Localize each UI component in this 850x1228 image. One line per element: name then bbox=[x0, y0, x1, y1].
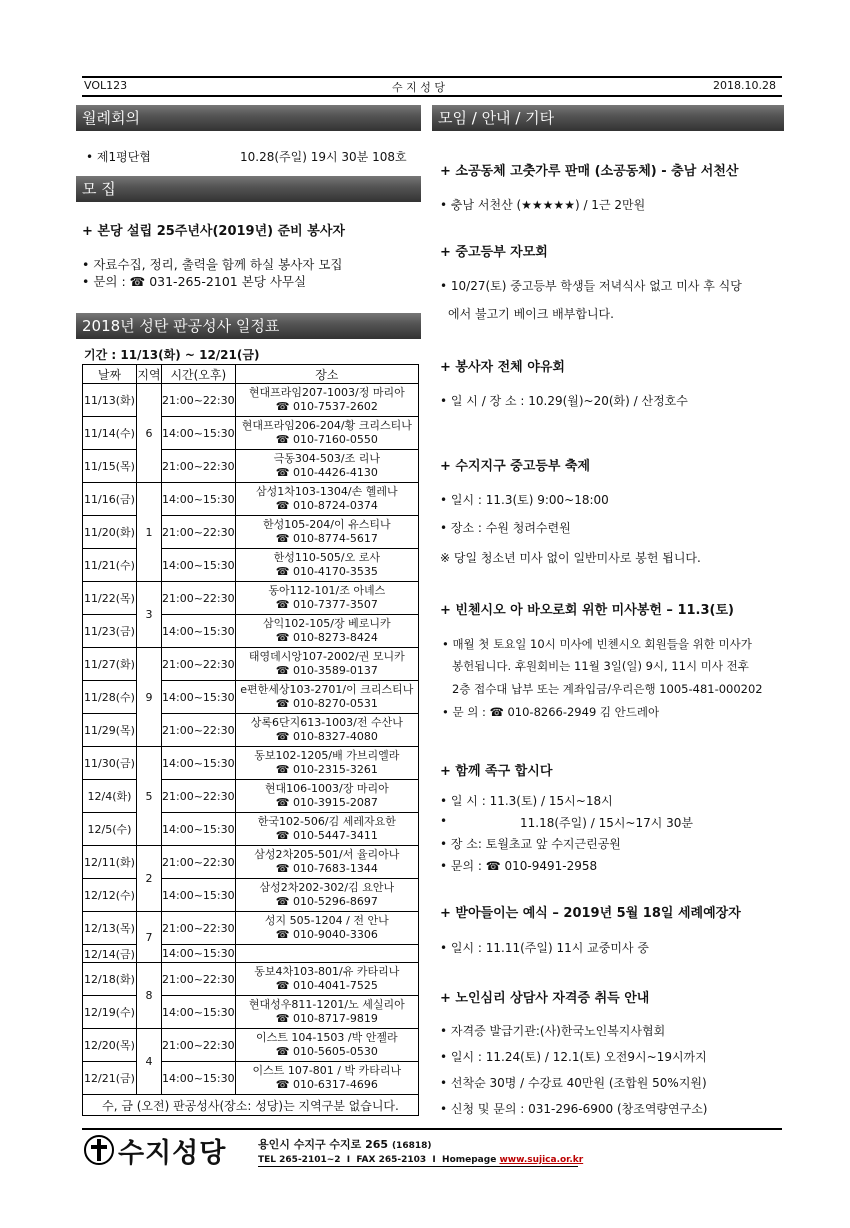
schedule-region: 1 bbox=[137, 483, 162, 582]
schedule-row bbox=[83, 615, 419, 648]
schedule-place bbox=[235, 582, 418, 615]
schedule-time: 21:00~22:30 bbox=[162, 582, 236, 615]
notice-6-line-1: • 일 시 : 11.3(토) / 15시~18시 bbox=[440, 794, 613, 808]
notice-4-line-1: • 일시 : 11.3(토) 9:00~18:00 bbox=[440, 493, 609, 507]
newsletter-title: 수 지 성 당 bbox=[392, 81, 445, 94]
recruit-line-1: • 자료수집, 정리, 출력을 함께 하실 봉사자 모집 bbox=[82, 257, 343, 272]
place-phone: ☎ 010-4041-7525 bbox=[275, 979, 378, 992]
schedule-date: 11/20(화) bbox=[83, 516, 137, 549]
schedule-row bbox=[83, 1029, 419, 1062]
church-logo bbox=[82, 1134, 116, 1169]
schedule-date: 11/23(금) bbox=[83, 615, 137, 648]
notice-8-line-1: • 자격증 발급기관:(사)한국노인복지사협회 bbox=[440, 1024, 666, 1038]
section-monthly-meeting: 월례회의 bbox=[76, 105, 421, 131]
schedule-region: 7 bbox=[137, 912, 162, 963]
place-phone: ☎ 010-5605-0530 bbox=[275, 1045, 378, 1058]
schedule-date: 12/14(금) bbox=[83, 945, 137, 963]
notice-4-line-3: ※ 당일 청소년 미사 없이 일반미사로 봉헌 됩니다. bbox=[440, 551, 701, 565]
place-phone: ☎ 010-5296-8697 bbox=[275, 895, 378, 908]
place-text: 한성105-204/이 유스티나 bbox=[263, 518, 391, 531]
notice-5-line-3: 2층 접수대 납부 또는 계좌입금/우리은행 1005-481-000202 bbox=[452, 682, 763, 696]
schedule-period: 기간 : 11/13(화) ~ 12/21(금) bbox=[84, 348, 260, 362]
schedule-time: 21:00~22:30 bbox=[162, 714, 236, 747]
place-text: 한국102-506/김 세레자요한 bbox=[257, 815, 396, 828]
zip-code: (16818) bbox=[391, 1141, 432, 1151]
schedule-row bbox=[83, 450, 419, 483]
schedule-date: 12/18(화) bbox=[83, 963, 137, 996]
place-phone: ☎ 010-7160-0550 bbox=[275, 433, 378, 446]
schedule-place bbox=[235, 813, 418, 846]
notice-8-heading: + 노인심리 상담사 자격증 취득 안내 bbox=[440, 991, 650, 1006]
schedule-date: 12/4(화) bbox=[83, 780, 137, 813]
section-recruit: 모 집 bbox=[76, 176, 421, 202]
place-text: 태영데시앙107-2002/권 모니카 bbox=[248, 650, 405, 663]
schedule-region: 6 bbox=[137, 384, 162, 483]
schedule-row bbox=[83, 1062, 419, 1095]
notice-8-line-3: • 선착순 30명 / 수강료 40만원 (조합원 50%지원) bbox=[440, 1076, 707, 1090]
place-text: 상록6단지613-1003/전 수산나 bbox=[250, 716, 403, 729]
notice-7-line-1: • 일시 : 11.11(주일) 11시 교중미사 중 bbox=[440, 941, 649, 955]
schedule-time: 14:00~15:30 bbox=[162, 417, 236, 450]
schedule-row bbox=[83, 846, 419, 879]
place-phone: ☎ 010-8774-5617 bbox=[275, 532, 378, 545]
schedule-time: 14:00~15:30 bbox=[162, 615, 236, 648]
col-place: 장소 bbox=[235, 365, 418, 384]
schedule-row bbox=[83, 582, 419, 615]
schedule-date: 11/13(화) bbox=[83, 384, 137, 417]
col-region: 지역 bbox=[137, 365, 162, 384]
schedule-date: 11/16(금) bbox=[83, 483, 137, 516]
footer-rule-top bbox=[82, 1128, 782, 1130]
place-text: 이스트 107-801 / 박 카타리나 bbox=[252, 1064, 402, 1077]
notice-2-line-1: • 10/27(토) 중고등부 학생들 저녁식사 없고 미사 후 식당 bbox=[440, 279, 742, 293]
schedule-time: 14:00~15:30 bbox=[162, 996, 236, 1029]
place-phone: ☎ 010-2315-3261 bbox=[275, 763, 378, 776]
schedule-date: 11/30(금) bbox=[83, 747, 137, 780]
schedule-region: 3 bbox=[137, 582, 162, 648]
schedule-date: 12/13(목) bbox=[83, 912, 137, 945]
schedule-place bbox=[235, 1062, 418, 1095]
schedule-date: 11/27(화) bbox=[83, 648, 137, 681]
schedule-region: 9 bbox=[137, 648, 162, 747]
place-text: 한성110-505/오 로사 bbox=[273, 551, 380, 564]
schedule-row bbox=[83, 780, 419, 813]
notice-5-line-2: 봉헌됩니다. 후원회비는 11월 3일(일) 9시, 11시 미사 전후 bbox=[452, 659, 749, 673]
schedule-place bbox=[235, 879, 418, 912]
place-phone: ☎ 010-7537-2602 bbox=[275, 400, 378, 413]
schedule-row bbox=[83, 747, 419, 780]
schedule-place bbox=[235, 846, 418, 879]
schedule-date: 11/29(목) bbox=[83, 714, 137, 747]
schedule-place bbox=[235, 714, 418, 747]
notice-5-line-1: • 매월 첫 토요일 10시 미사에 빈첸시오 회원들을 위한 미사가 bbox=[442, 637, 752, 651]
place-text: 이스트 104-1503 /박 안젤라 bbox=[256, 1031, 398, 1044]
schedule-time: 21:00~22:30 bbox=[162, 963, 236, 996]
schedule-region: 8 bbox=[137, 963, 162, 1029]
schedule-date: 12/12(수) bbox=[83, 879, 137, 912]
schedule-time: 14:00~15:30 bbox=[162, 681, 236, 714]
place-phone: ☎ 010-7377-3507 bbox=[275, 598, 378, 611]
notice-6-line-4: • 문의 : ☎ 010-9491-2958 bbox=[440, 859, 598, 873]
schedule-place bbox=[235, 780, 418, 813]
schedule-row bbox=[83, 912, 419, 945]
schedule-table bbox=[82, 364, 419, 1116]
place-phone: ☎ 010-8270-0531 bbox=[275, 697, 378, 710]
schedule-date: 12/21(금) bbox=[83, 1062, 137, 1095]
schedule-place bbox=[235, 648, 418, 681]
notice-3-line-1: • 일 시 / 장 소 : 10.29(월)~20(화) / 산정호수 bbox=[440, 394, 688, 408]
monthly-item-value: 10.28(주일) 19시 30분 108호 bbox=[240, 150, 407, 164]
schedule-row bbox=[83, 516, 419, 549]
schedule-row bbox=[83, 813, 419, 846]
schedule-region: 4 bbox=[137, 1029, 162, 1095]
schedule-time: 14:00~15:30 bbox=[162, 813, 236, 846]
col-date: 날짜 bbox=[83, 365, 137, 384]
notice-7-heading: + 받아들이는 예식 – 2019년 5월 18일 세례예장자 bbox=[440, 906, 741, 921]
place-text: 동보4차103-801/유 카타리나 bbox=[254, 965, 400, 978]
schedule-date: 12/11(화) bbox=[83, 846, 137, 879]
place-phone: ☎ 010-4170-3535 bbox=[275, 565, 378, 578]
schedule-date: 11/15(목) bbox=[83, 450, 137, 483]
schedule-row bbox=[83, 384, 419, 417]
place-text: 삼성2차202-302/김 요안나 bbox=[259, 881, 395, 894]
place-phone: ☎ 010-3915-2087 bbox=[275, 796, 378, 809]
place-text: 현대106-1003/장 마리아 bbox=[264, 782, 389, 795]
place-text: 현대프라임207-1003/정 마리아 bbox=[248, 386, 405, 399]
notice-4-heading: + 수지지구 중고등부 축제 bbox=[440, 459, 591, 474]
notice-1-line-1: • 충남 서천산 (★★★★★) / 1근 2만원 bbox=[440, 198, 646, 212]
notice-6-heading: + 함께 족구 합시다 bbox=[440, 764, 553, 779]
notice-4-line-2: • 장소 : 수원 청려수련원 bbox=[440, 521, 571, 535]
schedule-row bbox=[83, 648, 419, 681]
footer-contact: TEL 265-2101~2 I FAX 265-2103 I Homepage www.sujica.or.kr bbox=[258, 1155, 584, 1165]
schedule-row bbox=[83, 549, 419, 582]
schedule-place bbox=[235, 747, 418, 780]
schedule-row bbox=[83, 963, 419, 996]
notice-5-heading: + 빈첸시오 아 바오로회 위한 미사봉헌 – 11.3(토) bbox=[440, 603, 734, 618]
schedule-time: 14:00~15:30 bbox=[162, 945, 236, 963]
monthly-item-label: • 제1평단협 bbox=[86, 150, 151, 164]
col-time: 시간(오후) bbox=[162, 365, 236, 384]
place-text: 극동304-503/조 리나 bbox=[273, 452, 380, 465]
place-phone: ☎ 010-8327-4080 bbox=[275, 730, 378, 743]
schedule-date: 12/19(수) bbox=[83, 996, 137, 1029]
schedule-date: 11/28(수) bbox=[83, 681, 137, 714]
schedule-region: 2 bbox=[137, 846, 162, 912]
schedule-place bbox=[235, 384, 418, 417]
volume-number: VOL123 bbox=[84, 79, 128, 92]
schedule-time: 21:00~22:30 bbox=[162, 450, 236, 483]
place-phone: ☎ 010-3589-0137 bbox=[275, 664, 378, 677]
schedule-place bbox=[235, 483, 418, 516]
place-phone: ☎ 010-4426-4130 bbox=[275, 466, 378, 479]
schedule-place bbox=[235, 963, 418, 996]
schedule-region: 5 bbox=[137, 747, 162, 846]
place-phone: ☎ 010-7683-1344 bbox=[275, 862, 378, 875]
logo-text: 수지성당 bbox=[118, 1138, 227, 1169]
schedule-date: 12/20(목) bbox=[83, 1029, 137, 1062]
schedule-time: 21:00~22:30 bbox=[162, 648, 236, 681]
section-schedule: 2018년 성탄 판공성사 일정표 bbox=[76, 313, 421, 339]
schedule-row bbox=[83, 714, 419, 747]
place-text: 현대성우811-1201/노 세실리아 bbox=[248, 998, 405, 1011]
tel-number: TEL 265-2101~2 bbox=[258, 1155, 341, 1165]
schedule-time: 14:00~15:30 bbox=[162, 483, 236, 516]
schedule-time: 21:00~22:30 bbox=[162, 912, 236, 945]
place-text: 동보102-1205/배 가브리엘라 bbox=[254, 749, 400, 762]
schedule-date: 11/14(수) bbox=[83, 417, 137, 450]
place-text: 삼성2차205-501/서 율리아나 bbox=[254, 848, 400, 861]
schedule-time: 21:00~22:30 bbox=[162, 516, 236, 549]
notice-8-line-2: • 일시 : 11.24(토) / 12.1(토) 오전9시~19시까지 bbox=[440, 1050, 707, 1064]
place-text: 성지 505-1204 / 전 안나 bbox=[264, 914, 389, 927]
place-text: 현대프라임206-204/황 크리스티나 bbox=[241, 419, 412, 432]
schedule-row bbox=[83, 945, 419, 963]
schedule-place bbox=[235, 450, 418, 483]
schedule-row bbox=[83, 879, 419, 912]
place-text: 동아112-101/조 아녜스 bbox=[268, 584, 386, 597]
place-phone: ☎ 010-8273-8424 bbox=[275, 631, 378, 644]
schedule-time: 21:00~22:30 bbox=[162, 846, 236, 879]
notice-1-heading: + 소공동체 고춧가루 판매 (소공동체) - 충남 서천산 bbox=[440, 164, 739, 179]
notice-6-line-2: 11.18(주일) / 15시~17시 30분 bbox=[520, 816, 694, 830]
newsletter-header bbox=[82, 76, 782, 97]
schedule-date: 11/21(수) bbox=[83, 549, 137, 582]
cross-logo-icon bbox=[82, 1134, 116, 1166]
schedule-time: 21:00~22:30 bbox=[162, 780, 236, 813]
schedule-footnote: 수, 금 (오전) 판공성사(장소: 성당)는 지역구분 없습니다. bbox=[83, 1095, 419, 1116]
homepage-link[interactable]: www.sujica.or.kr bbox=[499, 1155, 584, 1165]
notice-2-heading: + 중고등부 자모회 bbox=[440, 245, 548, 260]
schedule-time: 21:00~22:30 bbox=[162, 384, 236, 417]
schedule-time: 14:00~15:30 bbox=[162, 1062, 236, 1095]
schedule-time: 14:00~15:30 bbox=[162, 747, 236, 780]
notice-8-line-4: • 신청 및 문의 : 031-296-6900 (창조역량연구소) bbox=[440, 1102, 708, 1116]
address-text: 용인시 수지구 수지로 265 bbox=[258, 1138, 389, 1151]
fax-number: FAX 265-2103 bbox=[356, 1155, 427, 1165]
schedule-time: 14:00~15:30 bbox=[162, 549, 236, 582]
schedule-place bbox=[235, 549, 418, 582]
place-text: 삼익102-105/장 베로니카 bbox=[263, 617, 391, 630]
schedule-row bbox=[83, 483, 419, 516]
place-phone: ☎ 010-8717-9819 bbox=[275, 1012, 378, 1025]
schedule-date: 12/5(수) bbox=[83, 813, 137, 846]
schedule-place bbox=[235, 1029, 418, 1062]
schedule-row bbox=[83, 417, 419, 450]
place-phone: ☎ 010-5447-3411 bbox=[275, 829, 378, 842]
schedule-date: 11/22(목) bbox=[83, 582, 137, 615]
recruit-heading: + 본당 설립 25주년사(2019년) 준비 봉사자 bbox=[82, 224, 345, 239]
schedule-place bbox=[235, 615, 418, 648]
schedule-place bbox=[235, 516, 418, 549]
schedule-row bbox=[83, 681, 419, 714]
section-notices: 모임 / 안내 / 기타 bbox=[432, 105, 784, 131]
schedule-place bbox=[235, 945, 418, 963]
notice-3-heading: + 봉사자 전체 야유회 bbox=[440, 360, 565, 375]
schedule-place bbox=[235, 996, 418, 1029]
schedule-time: 21:00~22:30 bbox=[162, 1029, 236, 1062]
footer-address bbox=[258, 1136, 431, 1152]
footer-rule-bottom bbox=[258, 1166, 578, 1167]
notice-6-line-3: • 장 소: 토월초교 앞 수지근린공원 bbox=[440, 837, 621, 851]
place-phone: ☎ 010-8724-0374 bbox=[275, 499, 378, 512]
schedule-row bbox=[83, 996, 419, 1029]
place-text: e편한세상103-2701/이 크리스티나 bbox=[240, 683, 414, 696]
issue-date: 2018.10.28 bbox=[713, 79, 776, 92]
schedule-place bbox=[235, 681, 418, 714]
recruit-line-2: • 문의 : ☎ 031-265-2101 본당 사무실 bbox=[82, 274, 307, 289]
schedule-place bbox=[235, 912, 418, 945]
schedule-place bbox=[235, 417, 418, 450]
place-text: 삼성1차103-1304/손 헬레나 bbox=[256, 485, 398, 498]
place-phone: ☎ 010-6317-4696 bbox=[275, 1078, 378, 1091]
notice-2-line-2: 에서 불고기 베이크 배부합니다. bbox=[448, 307, 614, 321]
schedule-time: 14:00~15:30 bbox=[162, 879, 236, 912]
place-phone: ☎ 010-9040-3306 bbox=[275, 928, 378, 941]
homepage-label: Homepage bbox=[442, 1155, 497, 1165]
notice-5-line-4: • 문 의 : ☎ 010-8266-2949 김 안드레아 bbox=[442, 705, 660, 719]
